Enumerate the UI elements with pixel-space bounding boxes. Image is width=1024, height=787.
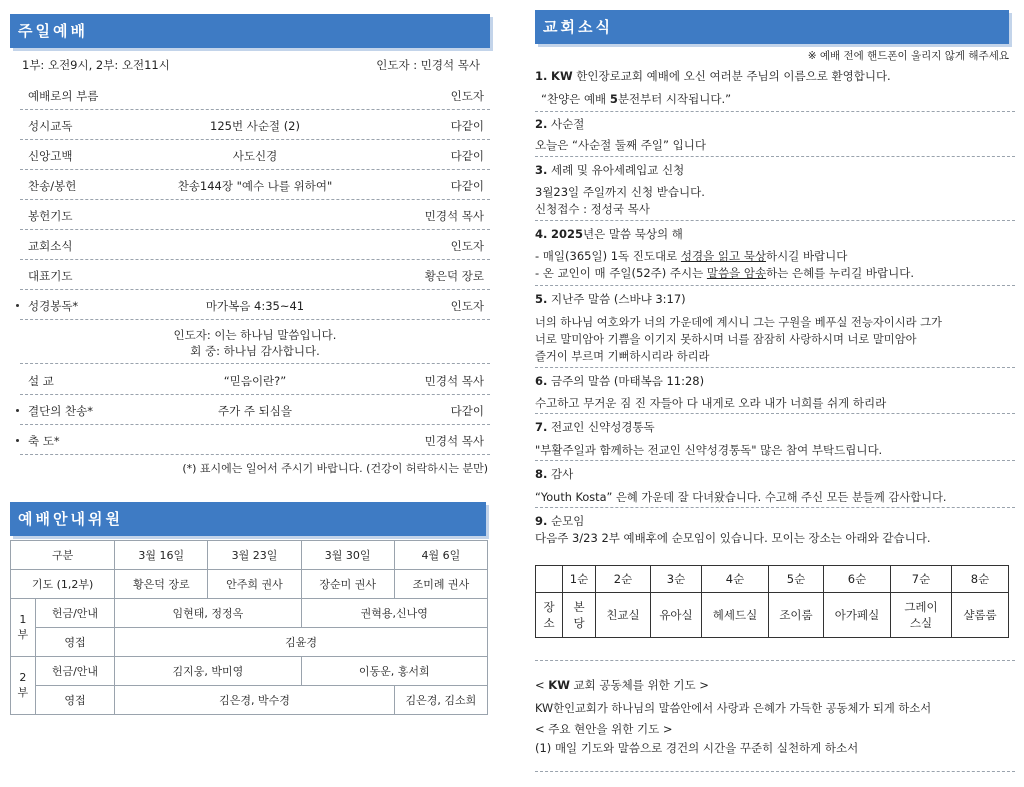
table-cell: 1 부 <box>11 599 36 657</box>
order-who: 다같이 <box>450 404 484 418</box>
news-item-6 <box>535 373 1015 389</box>
order-row <box>20 395 490 425</box>
table-cell: 헌금/안내 <box>35 657 115 686</box>
order-content: 125번 사순절 (2) <box>210 119 300 133</box>
table-cell: 본당 <box>563 593 596 638</box>
news-item-9 <box>535 513 1015 529</box>
order-row <box>20 260 490 290</box>
order-who: 다같이 <box>450 149 484 163</box>
news-item-2 <box>535 116 1015 132</box>
table-cell: 2 부 <box>11 657 36 715</box>
news-text: 하는 은혜를 누리길 바랍니다. <box>766 266 915 280</box>
table-cell: 4순 <box>702 566 769 593</box>
news-title: 감사 <box>547 467 574 481</box>
news-text: “찬양은 예배 <box>541 92 610 106</box>
order-label: 예배로의 부름 <box>28 89 99 103</box>
divider <box>535 460 1015 461</box>
table-cell: 7순 <box>891 566 952 593</box>
order-who: 다같이 <box>450 179 484 193</box>
ushers-header: 예배안내위원 <box>10 502 486 536</box>
news-item-1 <box>535 68 1015 84</box>
table-row <box>11 599 488 628</box>
order-content: 찬송144장 "예수 나를 위하여" <box>177 179 333 193</box>
news-number: 9. <box>535 514 548 528</box>
news-text: 하시길 바랍니다 <box>765 249 848 263</box>
news-body: 다음주 3/23 2부 예배후에 순모임이 있습니다. 모이는 장소는 아래와 같습니다. <box>535 531 931 545</box>
news-number: 5. <box>535 292 548 306</box>
news-item-3 <box>535 162 1015 178</box>
order-label: 결단의 찬송* <box>28 404 93 418</box>
prayer-title-part: < <box>535 678 549 692</box>
table-cell: 안주희 권사 <box>208 570 301 599</box>
table-row <box>11 657 488 686</box>
table-cell: 이동운, 홍서희 <box>301 657 487 686</box>
order-row <box>20 290 490 320</box>
order-label: 대표기도 <box>28 269 73 283</box>
news-number: 3. <box>535 163 548 177</box>
news-body: 너의 하나님 여호와가 너의 가운데에 계시니 그는 구원을 베푸실 전능자이시라 그가 <box>535 316 942 329</box>
order-who: 민경석 목사 <box>424 209 484 223</box>
news-text: 2025 <box>551 227 584 241</box>
news-number: 2. <box>535 117 548 131</box>
divider <box>535 367 1015 368</box>
ushers-table <box>10 540 488 715</box>
order-label: 성시교독 <box>28 119 73 133</box>
order-content: 마가복음 4:35~41 <box>205 299 305 313</box>
small-group-table <box>535 565 1009 638</box>
order-who: 인도자 <box>450 89 484 103</box>
prayer-body: KW한인교회가 하나님의 말씀안에서 사랑과 은혜가 가득한 공동체가 되게 하소서 <box>535 702 932 715</box>
table-cell: 조이룸 <box>769 593 824 638</box>
news-text: 분전부터 시작됩니다.” <box>617 92 732 106</box>
table-cell: 친교실 <box>596 593 651 638</box>
order-row <box>20 110 490 140</box>
news-number: 6. <box>535 374 548 388</box>
news-item-7 <box>535 419 1015 435</box>
order-who: 다같이 <box>450 119 484 133</box>
worship-times: 1부: 오전9시, 2부: 오전11시 <box>22 58 170 72</box>
table-cell: 조미례 권사 <box>394 570 487 599</box>
worship-leader: 인도자 : 민경석 목사 <box>376 58 480 72</box>
table-cell: 8순 <box>952 566 1009 593</box>
divider <box>535 660 1015 661</box>
table-cell: 김윤경 <box>115 628 488 657</box>
table-cell: 헌금/안내 <box>35 599 115 628</box>
table-row <box>11 541 488 570</box>
order-who: 민경석 목사 <box>424 374 484 388</box>
divider <box>535 507 1015 508</box>
order-row <box>20 425 490 455</box>
bullet-icon <box>16 409 19 412</box>
bullet-icon <box>16 439 19 442</box>
divider <box>535 220 1015 221</box>
table-cell: 그레이스실 <box>891 593 952 638</box>
order-content: “믿음이란?” <box>223 374 287 388</box>
order-label: 봉헌기도 <box>28 209 73 223</box>
news-text: 한인장로교회 예배에 오신 여러분 주님의 이름으로 환영합니다. <box>572 69 891 83</box>
prayer-title-part: 교회 공동체를 위한 기도 > <box>569 678 709 692</box>
news-title: 세례 및 유아세례입교 신청 <box>547 163 685 177</box>
news-body <box>535 248 1015 264</box>
table-cell: 장순미 권사 <box>301 570 394 599</box>
worship-header: 주일예배 <box>10 14 490 48</box>
table-cell: 3월 16일 <box>115 541 208 570</box>
news-item-4 <box>535 226 1015 242</box>
table-cell: 임현태, 정정옥 <box>115 599 301 628</box>
bullet-icon <box>16 304 19 307</box>
table-cell: 김은경, 박수경 <box>115 686 395 715</box>
news-title: 금주의 말씀 (마태복음 11:28) <box>547 374 705 388</box>
table-cell: 유아실 <box>651 593 702 638</box>
order-label: 성경봉독* <box>28 299 79 313</box>
table-row <box>11 686 488 715</box>
news-body: 신청접수 : 정성국 목사 <box>535 202 650 216</box>
kw-text: KW <box>551 69 573 83</box>
table-cell: 김지웅, 박미영 <box>115 657 301 686</box>
table-cell: 3월 23일 <box>208 541 301 570</box>
divider <box>20 363 490 364</box>
table-cell: 3순 <box>651 566 702 593</box>
table-cell: 샬롬룸 <box>952 593 1009 638</box>
order-label: 교회소식 <box>28 239 73 253</box>
response-line-1: 인도자: 이는 하나님 말씀입니다. <box>173 328 337 342</box>
order-label: 찬송/봉헌 <box>28 179 77 193</box>
order-who: 민경석 목사 <box>424 434 484 448</box>
table-cell <box>536 566 563 593</box>
table-cell: 황은덕 장로 <box>115 570 208 599</box>
table-row <box>536 593 1009 638</box>
order-row <box>20 230 490 260</box>
news-title: 전교인 신약성경통독 <box>547 420 655 434</box>
response-line-2: 회 중: 하나님 감사합니다. <box>190 344 320 358</box>
news-title: 사순절 <box>547 117 585 131</box>
stand-footnote: (*) 표시에는 일어서 주시기 바랍니다. (건강이 허락하시는 분만) <box>182 462 488 475</box>
news-title: 지난주 말씀 (스바냐 3:17) <box>547 292 686 306</box>
news-text: - 온 교인이 매 주일(52주) 주시는 <box>535 266 707 280</box>
prayer-title <box>535 677 1015 693</box>
table-cell: 영접 <box>35 628 115 657</box>
news-body: “Youth Kosta” 은혜 가운데 잘 다녀왔습니다. 수고해 주신 모든 분들께 감사합니다. <box>535 491 947 504</box>
divider <box>535 285 1015 286</box>
order-label: 설 교 <box>28 374 54 388</box>
table-cell: 기도 (1,2부) <box>11 570 115 599</box>
table-cell: 장소 <box>536 593 563 638</box>
table-row <box>536 566 1009 593</box>
order-row <box>20 200 490 230</box>
news-title: 년은 말씀 묵상의 해 <box>583 227 683 241</box>
prayer-title-2: < 주요 현안을 위한 기도 > <box>535 722 673 736</box>
table-cell: 6순 <box>824 566 891 593</box>
news-body: 너로 말미암아 기쁨을 이기지 못하시며 너를 잠잠히 사랑하시며 너로 말미암아 <box>535 333 917 346</box>
news-body <box>535 265 1015 281</box>
order-label: 축 도* <box>28 434 60 448</box>
news-body: 즐거이 부르며 기뻐하시리라 하리라 <box>535 350 710 363</box>
news-number: 7. <box>535 420 548 434</box>
news-body: 오늘은 “사순절 둘째 주일” 입니다 <box>535 138 706 152</box>
order-row <box>20 170 490 200</box>
table-cell: 1순 <box>563 566 596 593</box>
news-text: - 매일(365일) 1독 진도대로 <box>535 249 681 263</box>
news-item-1-sub <box>541 91 1021 107</box>
divider <box>535 413 1015 414</box>
order-content: 주가 주 되심을 <box>218 404 292 418</box>
news-number: 8. <box>535 467 548 481</box>
table-cell: 아가페실 <box>824 593 891 638</box>
prayer-body-2: (1) 매일 기도와 말씀으로 경건의 시간을 꾸준히 실천하게 하소서 <box>535 741 859 755</box>
table-cell: 2순 <box>596 566 651 593</box>
news-text: 성경을 읽고 묵상 <box>680 249 766 263</box>
news-number: 4. <box>535 227 548 241</box>
news-title: 순모임 <box>547 514 585 528</box>
news-header: 교회소식 <box>535 10 1009 44</box>
divider <box>535 111 1015 112</box>
table-cell: 권혁용,신나영 <box>301 599 487 628</box>
order-content: 사도신경 <box>232 149 278 163</box>
table-cell: 3월 30일 <box>301 541 394 570</box>
news-item-8 <box>535 466 1015 482</box>
table-cell: 헤세드실 <box>702 593 769 638</box>
table-cell: 5순 <box>769 566 824 593</box>
table-row <box>11 570 488 599</box>
news-body: 수고하고 무거운 짐 진 자들아 다 내게로 오라 내가 너희를 쉬게 하리라 <box>535 396 887 410</box>
kw-text: KW <box>548 678 570 692</box>
divider <box>535 771 1015 772</box>
news-item-5 <box>535 291 1015 307</box>
table-cell: 영접 <box>35 686 115 715</box>
news-text: 말씀을 암송 <box>706 266 767 280</box>
news-text: 5 <box>609 92 618 106</box>
order-label: 신앙고백 <box>28 149 73 163</box>
order-row <box>20 365 490 395</box>
news-number: 1. <box>535 69 548 83</box>
news-body: "부활주일과 함께하는 전교인 신약성경통독" 많은 참여 부탁드립니다. <box>535 443 883 457</box>
news-body: 3월23일 주일까지 신청 받습니다. <box>535 185 705 199</box>
table-row <box>11 628 488 657</box>
order-row <box>20 80 490 110</box>
table-cell: 4월 6일 <box>394 541 487 570</box>
order-row <box>20 140 490 170</box>
order-who: 인도자 <box>450 299 484 313</box>
table-cell: 김은경, 김소희 <box>394 686 487 715</box>
table-cell: 구분 <box>11 541 115 570</box>
order-who: 황은덕 장로 <box>424 269 484 283</box>
order-who: 인도자 <box>450 239 484 253</box>
divider <box>535 156 1015 157</box>
phone-notice: ※ 예배 전에 핸드폰이 울리지 않게 해주세요 <box>807 50 1009 62</box>
